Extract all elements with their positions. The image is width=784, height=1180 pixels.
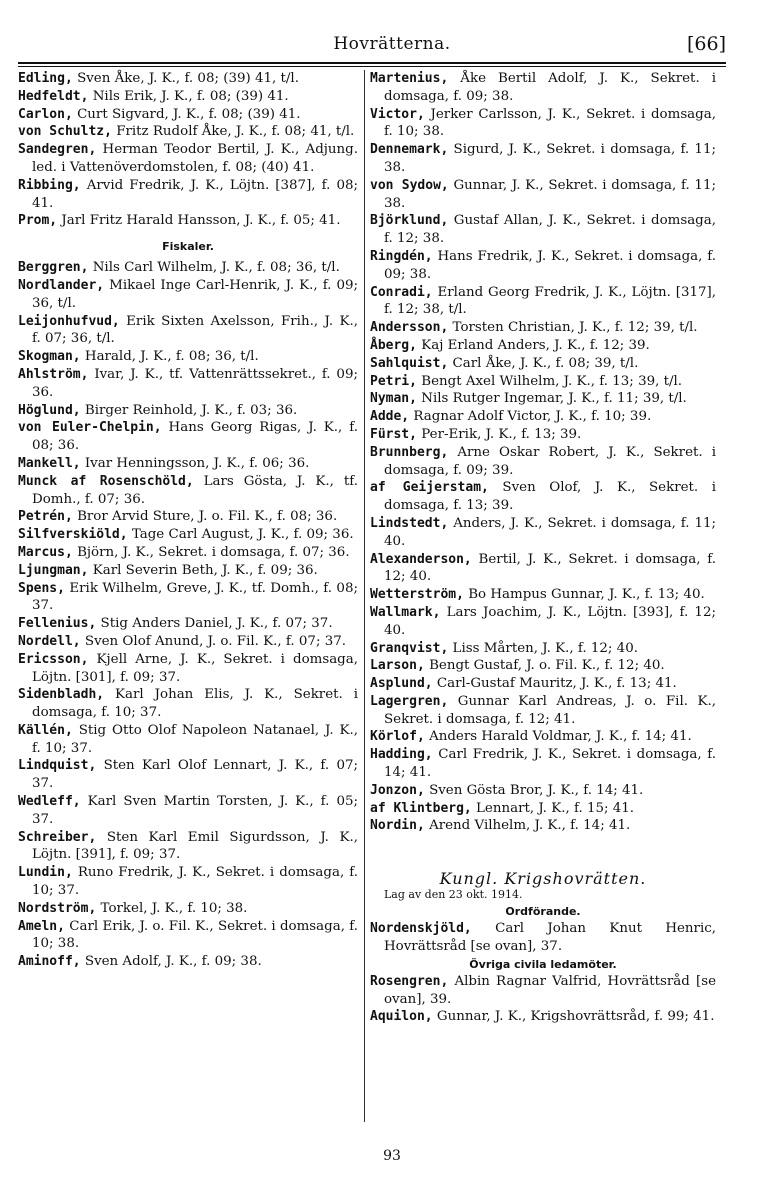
entry-surname: Ameln, bbox=[18, 918, 65, 934]
list-item bbox=[370, 319, 716, 337]
list-item bbox=[18, 615, 358, 633]
entry-surname: Sidenbladh, bbox=[18, 687, 105, 703]
footer-page-number: 93 bbox=[383, 1148, 401, 1164]
entry-details: Jarl Fritz Harald Hansson, J. K., f. 05; 41. bbox=[61, 213, 341, 229]
list-item bbox=[18, 313, 358, 349]
entry-surname: Prom, bbox=[18, 213, 58, 229]
entry-details: Anders, J. K., Sekret. i domsaga, f. 11; 40. bbox=[384, 515, 716, 549]
entry-details: Anders Harald Voldmar, J. K., f. 14; 41. bbox=[429, 729, 692, 745]
entry-details: Gunnar, J. K., Sekret. i domsaga, f. 11; 38. bbox=[384, 177, 716, 211]
list-item bbox=[18, 123, 358, 141]
entry-surname: Carlon, bbox=[18, 106, 73, 122]
header-rule bbox=[18, 62, 726, 67]
entry-details: Bengt Gustaf, J. o. Fil. K., f. 12; 40. bbox=[429, 658, 665, 674]
entry-details: Nils Rutger Ingemar, J. K., f. 11; 39, t/l. bbox=[421, 391, 687, 407]
entry-surname: von Schultz, bbox=[18, 124, 112, 140]
entry-details: Sven Gösta Bror, J. K., f. 14; 41. bbox=[429, 782, 644, 798]
entry-details: Arne Oskar Robert, J. K., Sekret. i domsaga, f. 09; 39. bbox=[384, 444, 716, 478]
entry-details: Erik Sixten Axelsson, Frih., J. K., f. 07; 36, t/l. bbox=[32, 313, 358, 347]
page-title: Hovrätterna. bbox=[333, 34, 451, 54]
entry-details: Sven Olof Anund, J. o. Fil. K., f. 07; 37. bbox=[84, 633, 347, 649]
entry-details: Bertil, J. K., Sekret. i domsaga, f. 12; 40. bbox=[384, 551, 716, 585]
bracket-page-number: [66] bbox=[686, 33, 726, 55]
entry-details: Åke Bertil Adolf, J. K., Sekret. i domsaga, f. 09; 38. bbox=[384, 71, 716, 104]
entry-details: Sven Adolf, J. K., f. 09; 38. bbox=[84, 954, 262, 970]
entry-details: Herman Teodor Bertil, J. K., Adjung. led. i Vattenöverdomstolen, f. 08; (40) 41. bbox=[32, 142, 358, 175]
entry-surname: Lindstedt, bbox=[370, 515, 449, 531]
entry-details: Bror Arvid Sture, J. o. Fil. K., f. 08; 36. bbox=[77, 509, 338, 525]
entry-details: Carl Erik, J. o. Fil. K., Sekret. i domsaga, f. 10; 38. bbox=[32, 918, 358, 952]
list-item bbox=[370, 355, 716, 373]
entry-surname: Nyman, bbox=[370, 391, 417, 407]
entry-surname: Lagergren, bbox=[370, 693, 449, 709]
entry-surname: Alexanderson, bbox=[370, 551, 472, 567]
entry-surname: Skogman, bbox=[18, 349, 81, 365]
entry-details: Lennart, J. K., f. 15; 41. bbox=[476, 800, 635, 816]
list-item bbox=[18, 177, 358, 213]
section-heading-ovriga: Övriga civila ledamöter. bbox=[469, 957, 617, 971]
section-heading-fiskaler: Fiskaler. bbox=[162, 240, 214, 254]
entry-details: Mikael Inge Carl-Henrik, J. K., f. 09; 36, t/l. bbox=[32, 277, 358, 311]
entry-surname: Ringdén, bbox=[370, 248, 433, 264]
entry-details: Arvid Fredrik, J. K., Löjtn. [387], f. 08; 41. bbox=[32, 177, 358, 211]
list-item bbox=[370, 782, 716, 800]
list-item bbox=[18, 277, 358, 313]
list-item bbox=[18, 793, 358, 829]
entry-surname: Dennemark, bbox=[370, 142, 449, 158]
entry-surname: Lindquist, bbox=[18, 758, 97, 774]
entry-surname: Aquilon, bbox=[370, 1009, 433, 1025]
list-item bbox=[18, 259, 358, 277]
entry-surname: Ljungman, bbox=[18, 562, 89, 578]
entry-details: Sigurd, J. K., Sekret. i domsaga, f. 11; 38. bbox=[384, 142, 716, 175]
right-column bbox=[370, 70, 716, 1026]
list-item bbox=[18, 562, 358, 580]
entry-details: Tage Carl August, J. K., f. 09; 36. bbox=[131, 527, 354, 543]
list-item bbox=[18, 864, 358, 900]
entry-details: Bo Hampus Gunnar, J. K., f. 13; 40. bbox=[468, 587, 705, 603]
entry-surname: Granqvist, bbox=[370, 640, 449, 656]
list-item bbox=[18, 402, 358, 420]
entry-details: Runo Fredrik, J. K., Sekret. i domsaga, f. 10; 37. bbox=[32, 865, 358, 899]
entry-surname: Wetterström, bbox=[370, 587, 464, 603]
entry-surname: von Euler-Chelpin, bbox=[18, 420, 162, 436]
entry-details: Curt Sigvard, J. K., f. 08; (39) 41. bbox=[77, 106, 301, 122]
court-note: Lag av den 23 okt. 1914. bbox=[384, 888, 523, 902]
list-item bbox=[370, 515, 716, 551]
entry-details: Stig Anders Daniel, J. K., f. 07; 37. bbox=[100, 616, 333, 632]
list-item bbox=[370, 444, 716, 480]
entry-surname: Martenius, bbox=[370, 71, 449, 86]
entry-details: Kjell Arne, J. K., Sekret. i domsaga, Löjtn. [301], f. 09; 37. bbox=[32, 651, 358, 685]
list-item bbox=[18, 544, 358, 562]
list-item bbox=[370, 693, 716, 729]
entry-surname: Nordström, bbox=[18, 900, 97, 916]
entry-details: Carl Fredrik, J. K., Sekret. i domsaga, f. 14; 41. bbox=[384, 747, 716, 781]
entry-details: Karl Sven Martin Torsten, J. K., f. 05; 37. bbox=[32, 794, 358, 827]
entry-details: Torkel, J. K., f. 10; 38. bbox=[100, 900, 248, 916]
entry-details: Sven Olof, J. K., Sekret. i domsaga, f. 13; 39. bbox=[384, 480, 716, 514]
list-item bbox=[18, 900, 358, 918]
list-item bbox=[370, 604, 716, 640]
list-item bbox=[370, 141, 716, 177]
entry-list-right bbox=[370, 70, 716, 835]
list-item bbox=[18, 70, 358, 88]
list-item bbox=[370, 373, 716, 391]
list-item bbox=[18, 953, 358, 971]
list-item bbox=[18, 419, 358, 455]
list-item bbox=[18, 106, 358, 124]
entry-details: Lars Gösta, J. K., tf. Domh., f. 07; 36. bbox=[32, 473, 358, 507]
entry-surname: Sahlquist, bbox=[370, 355, 449, 371]
page-header bbox=[0, 0, 784, 66]
list-item bbox=[18, 651, 358, 687]
left-column bbox=[18, 70, 358, 971]
entry-surname: Körlof, bbox=[370, 729, 425, 745]
court-title: Kungl. Krigshovrätten. bbox=[439, 869, 647, 889]
section-heading-ordforande: Ordförande. bbox=[505, 905, 581, 919]
list-item bbox=[18, 473, 358, 509]
entry-surname: Asplund, bbox=[370, 676, 433, 692]
list-item bbox=[370, 408, 716, 426]
list-item bbox=[18, 455, 358, 473]
entry-surname: Edling, bbox=[18, 71, 73, 86]
entry-surname: Sandegren, bbox=[18, 142, 97, 158]
list-item bbox=[370, 177, 716, 213]
entry-details: Lars Joachim, J. K., Löjtn. [393], f. 12; 40. bbox=[384, 604, 716, 638]
entry-details: Torsten Christian, J. K., f. 12; 39, t/l. bbox=[452, 320, 698, 336]
entry-details: Carl Åke, J. K., f. 08; 39, t/l. bbox=[452, 355, 639, 371]
entry-surname: Nordenskjöld, bbox=[370, 921, 472, 937]
list-item bbox=[18, 918, 358, 954]
list-item bbox=[370, 728, 716, 746]
entry-details: Erland Georg Fredrik, J. K., Löjtn. [317], f. 12; 38, t/l. bbox=[384, 284, 716, 318]
list-item bbox=[18, 829, 358, 865]
entry-surname: Ribbing, bbox=[18, 177, 81, 193]
entry-surname: Rosengren, bbox=[370, 973, 449, 989]
list-item bbox=[18, 722, 358, 758]
entry-details: Ivar, J. K., tf. Vattenrättssekret., f. 09; 36. bbox=[32, 366, 358, 400]
entry-surname: Åberg, bbox=[370, 337, 417, 353]
entry-list-ordforande bbox=[370, 920, 716, 956]
entry-surname: Conradi, bbox=[370, 284, 433, 300]
entry-details: Arend Vilhelm, J. K., f. 14; 41. bbox=[429, 818, 631, 834]
list-item bbox=[18, 348, 358, 366]
entry-surname: von Sydow, bbox=[370, 177, 449, 193]
entry-surname: Nordlander, bbox=[18, 277, 105, 293]
list-item bbox=[18, 88, 358, 106]
entry-surname: Ericsson, bbox=[18, 651, 89, 667]
entry-surname: Spens, bbox=[18, 580, 65, 596]
entry-surname: Andersson, bbox=[370, 320, 449, 336]
entry-surname: Berggren, bbox=[18, 260, 89, 276]
entry-surname: Höglund, bbox=[18, 402, 81, 418]
entry-surname: Larson, bbox=[370, 658, 425, 674]
entry-details: Sven Åke, J. K., f. 08; (39) 41, t/l. bbox=[77, 71, 299, 86]
list-item bbox=[18, 757, 358, 793]
entry-surname: Victor, bbox=[370, 106, 425, 122]
entry-surname: Fellenius, bbox=[18, 616, 97, 632]
entry-surname: Wallmark, bbox=[370, 604, 441, 620]
entry-surname: Adde, bbox=[370, 409, 410, 425]
list-item bbox=[18, 686, 358, 722]
entry-details: Karl Severin Beth, J. K., f. 09; 36. bbox=[92, 562, 318, 578]
entry-details: Stig Otto Olof Napoleon Natanael, J. K., f. 10; 37. bbox=[32, 722, 358, 756]
entry-surname: Leijonhufvud, bbox=[18, 313, 120, 329]
entry-details: Gustaf Allan, J. K., Sekret. i domsaga, f. 12; 38. bbox=[384, 213, 716, 247]
entry-surname: Mankell, bbox=[18, 455, 81, 471]
entry-surname: Hedfeldt, bbox=[18, 88, 89, 104]
entry-details: Sten Karl Emil Sigurdsson, J. K., Löjtn. [391], f. 09; 37. bbox=[32, 829, 358, 863]
list-item bbox=[370, 800, 716, 818]
list-item bbox=[18, 212, 358, 230]
list-item bbox=[370, 746, 716, 782]
list-item bbox=[370, 70, 716, 106]
entry-details: Birger Reinhold, J. K., f. 03; 36. bbox=[84, 402, 298, 418]
entry-surname: Munck af Rosenschöld, bbox=[18, 473, 194, 489]
entry-surname: af Geijerstam, bbox=[370, 480, 489, 496]
list-item bbox=[370, 426, 716, 444]
entry-details: Gunnar, J. K., Krigshovrättsråd, f. 99; 41. bbox=[436, 1009, 715, 1025]
entry-details: Sten Karl Olof Lennart, J. K., f. 07; 37. bbox=[32, 758, 358, 792]
list-item bbox=[370, 586, 716, 604]
entry-surname: Petri, bbox=[370, 373, 417, 389]
entry-surname: Källén, bbox=[18, 722, 73, 738]
entry-surname: Wedleff, bbox=[18, 794, 81, 810]
entry-list-fiskaler bbox=[18, 259, 358, 971]
entry-surname: af Klintberg, bbox=[370, 800, 472, 816]
entry-details: Kaj Erland Anders, J. K., f. 12; 39. bbox=[421, 337, 650, 353]
entry-details: Hans Georg Rigas, J. K., f. 08; 36. bbox=[32, 420, 358, 454]
entry-details: Jerker Carlsson, J. K., Sekret. i domsaga, f. 10; 38. bbox=[384, 106, 716, 140]
list-item bbox=[370, 640, 716, 658]
list-item bbox=[370, 551, 716, 587]
entry-details: Bengt Axel Wilhelm, J. K., f. 13; 39, t/l. bbox=[421, 373, 683, 389]
entry-surname: Lundin, bbox=[18, 865, 73, 881]
list-item bbox=[370, 920, 716, 956]
list-item bbox=[370, 479, 716, 515]
list-item bbox=[370, 337, 716, 355]
list-item bbox=[18, 633, 358, 651]
list-item bbox=[18, 141, 358, 177]
list-item bbox=[370, 817, 716, 835]
list-item bbox=[370, 973, 716, 1009]
entry-details: Carl-Gustaf Mauritz, J. K., f. 13; 41. bbox=[436, 676, 677, 692]
entry-surname: Ahlström, bbox=[18, 366, 89, 382]
entry-surname: Hadding, bbox=[370, 747, 433, 763]
entry-surname: Fürst, bbox=[370, 426, 417, 442]
entry-details: Albin Ragnar Valfrid, Hovrättsråd [se ovan], 39. bbox=[384, 973, 716, 1007]
entry-details: Hans Fredrik, J. K., Sekret. i domsaga, f. 09; 38. bbox=[384, 248, 716, 282]
list-item bbox=[18, 508, 358, 526]
entry-details: Liss Mårten, J. K., f. 12; 40. bbox=[452, 640, 638, 656]
entry-surname: Petrén, bbox=[18, 509, 73, 525]
entry-details: Per-Erik, J. K., f. 13; 39. bbox=[421, 426, 582, 442]
entry-surname: Björklund, bbox=[370, 213, 449, 229]
entry-surname: Nordin, bbox=[370, 818, 425, 834]
entry-details: Gunnar Karl Andreas, J. o. Fil. K., Sekret. i domsaga, f. 12; 41. bbox=[384, 693, 716, 727]
list-item bbox=[370, 284, 716, 320]
entry-surname: Silfverskiöld, bbox=[18, 527, 128, 543]
entry-surname: Schreiber, bbox=[18, 829, 97, 845]
list-item bbox=[370, 106, 716, 142]
list-item bbox=[18, 580, 358, 616]
list-item bbox=[370, 675, 716, 693]
entry-details: Karl Johan Elis, J. K., Sekret. i domsaga, f. 10; 37. bbox=[32, 687, 358, 721]
entry-details: Erik Wilhelm, Greve, J. K., tf. Domh., f. 08; 37. bbox=[32, 580, 358, 614]
list-item bbox=[18, 526, 358, 544]
column-divider bbox=[364, 70, 365, 1122]
entry-details: Fritz Rudolf Åke, J. K., f. 08; 41, t/l. bbox=[116, 124, 355, 140]
entry-details: Ivar Henningsson, J. K., f. 06; 36. bbox=[84, 455, 310, 471]
list-item bbox=[370, 212, 716, 248]
entry-list-ovriga bbox=[370, 973, 716, 1026]
entry-details: Harald, J. K., f. 08; 36, t/l. bbox=[84, 349, 259, 365]
entry-details: Björn, J. K., Sekret. i domsaga, f. 07; 36. bbox=[77, 544, 350, 560]
entry-details: Carl Johan Knut Henric, Hovrättsråd [se ovan], 37. bbox=[384, 921, 716, 955]
entry-surname: Jonzon, bbox=[370, 782, 425, 798]
entry-details: Nils Carl Wilhelm, J. K., f. 08; 36, t/l. bbox=[92, 260, 340, 276]
entry-list-top bbox=[18, 70, 358, 230]
list-item bbox=[18, 366, 358, 402]
entry-details: Nils Erik, J. K., f. 08; (39) 41. bbox=[92, 88, 289, 104]
entry-surname: Brunnberg, bbox=[370, 444, 449, 460]
list-item bbox=[370, 390, 716, 408]
entry-details: Ragnar Adolf Victor, J. K., f. 10; 39. bbox=[413, 409, 652, 425]
list-item bbox=[370, 657, 716, 675]
list-item bbox=[370, 1008, 716, 1026]
list-item bbox=[370, 248, 716, 284]
entry-surname: Aminoff, bbox=[18, 954, 81, 970]
entry-surname: Nordell, bbox=[18, 633, 81, 649]
entry-surname: Marcus, bbox=[18, 544, 73, 560]
